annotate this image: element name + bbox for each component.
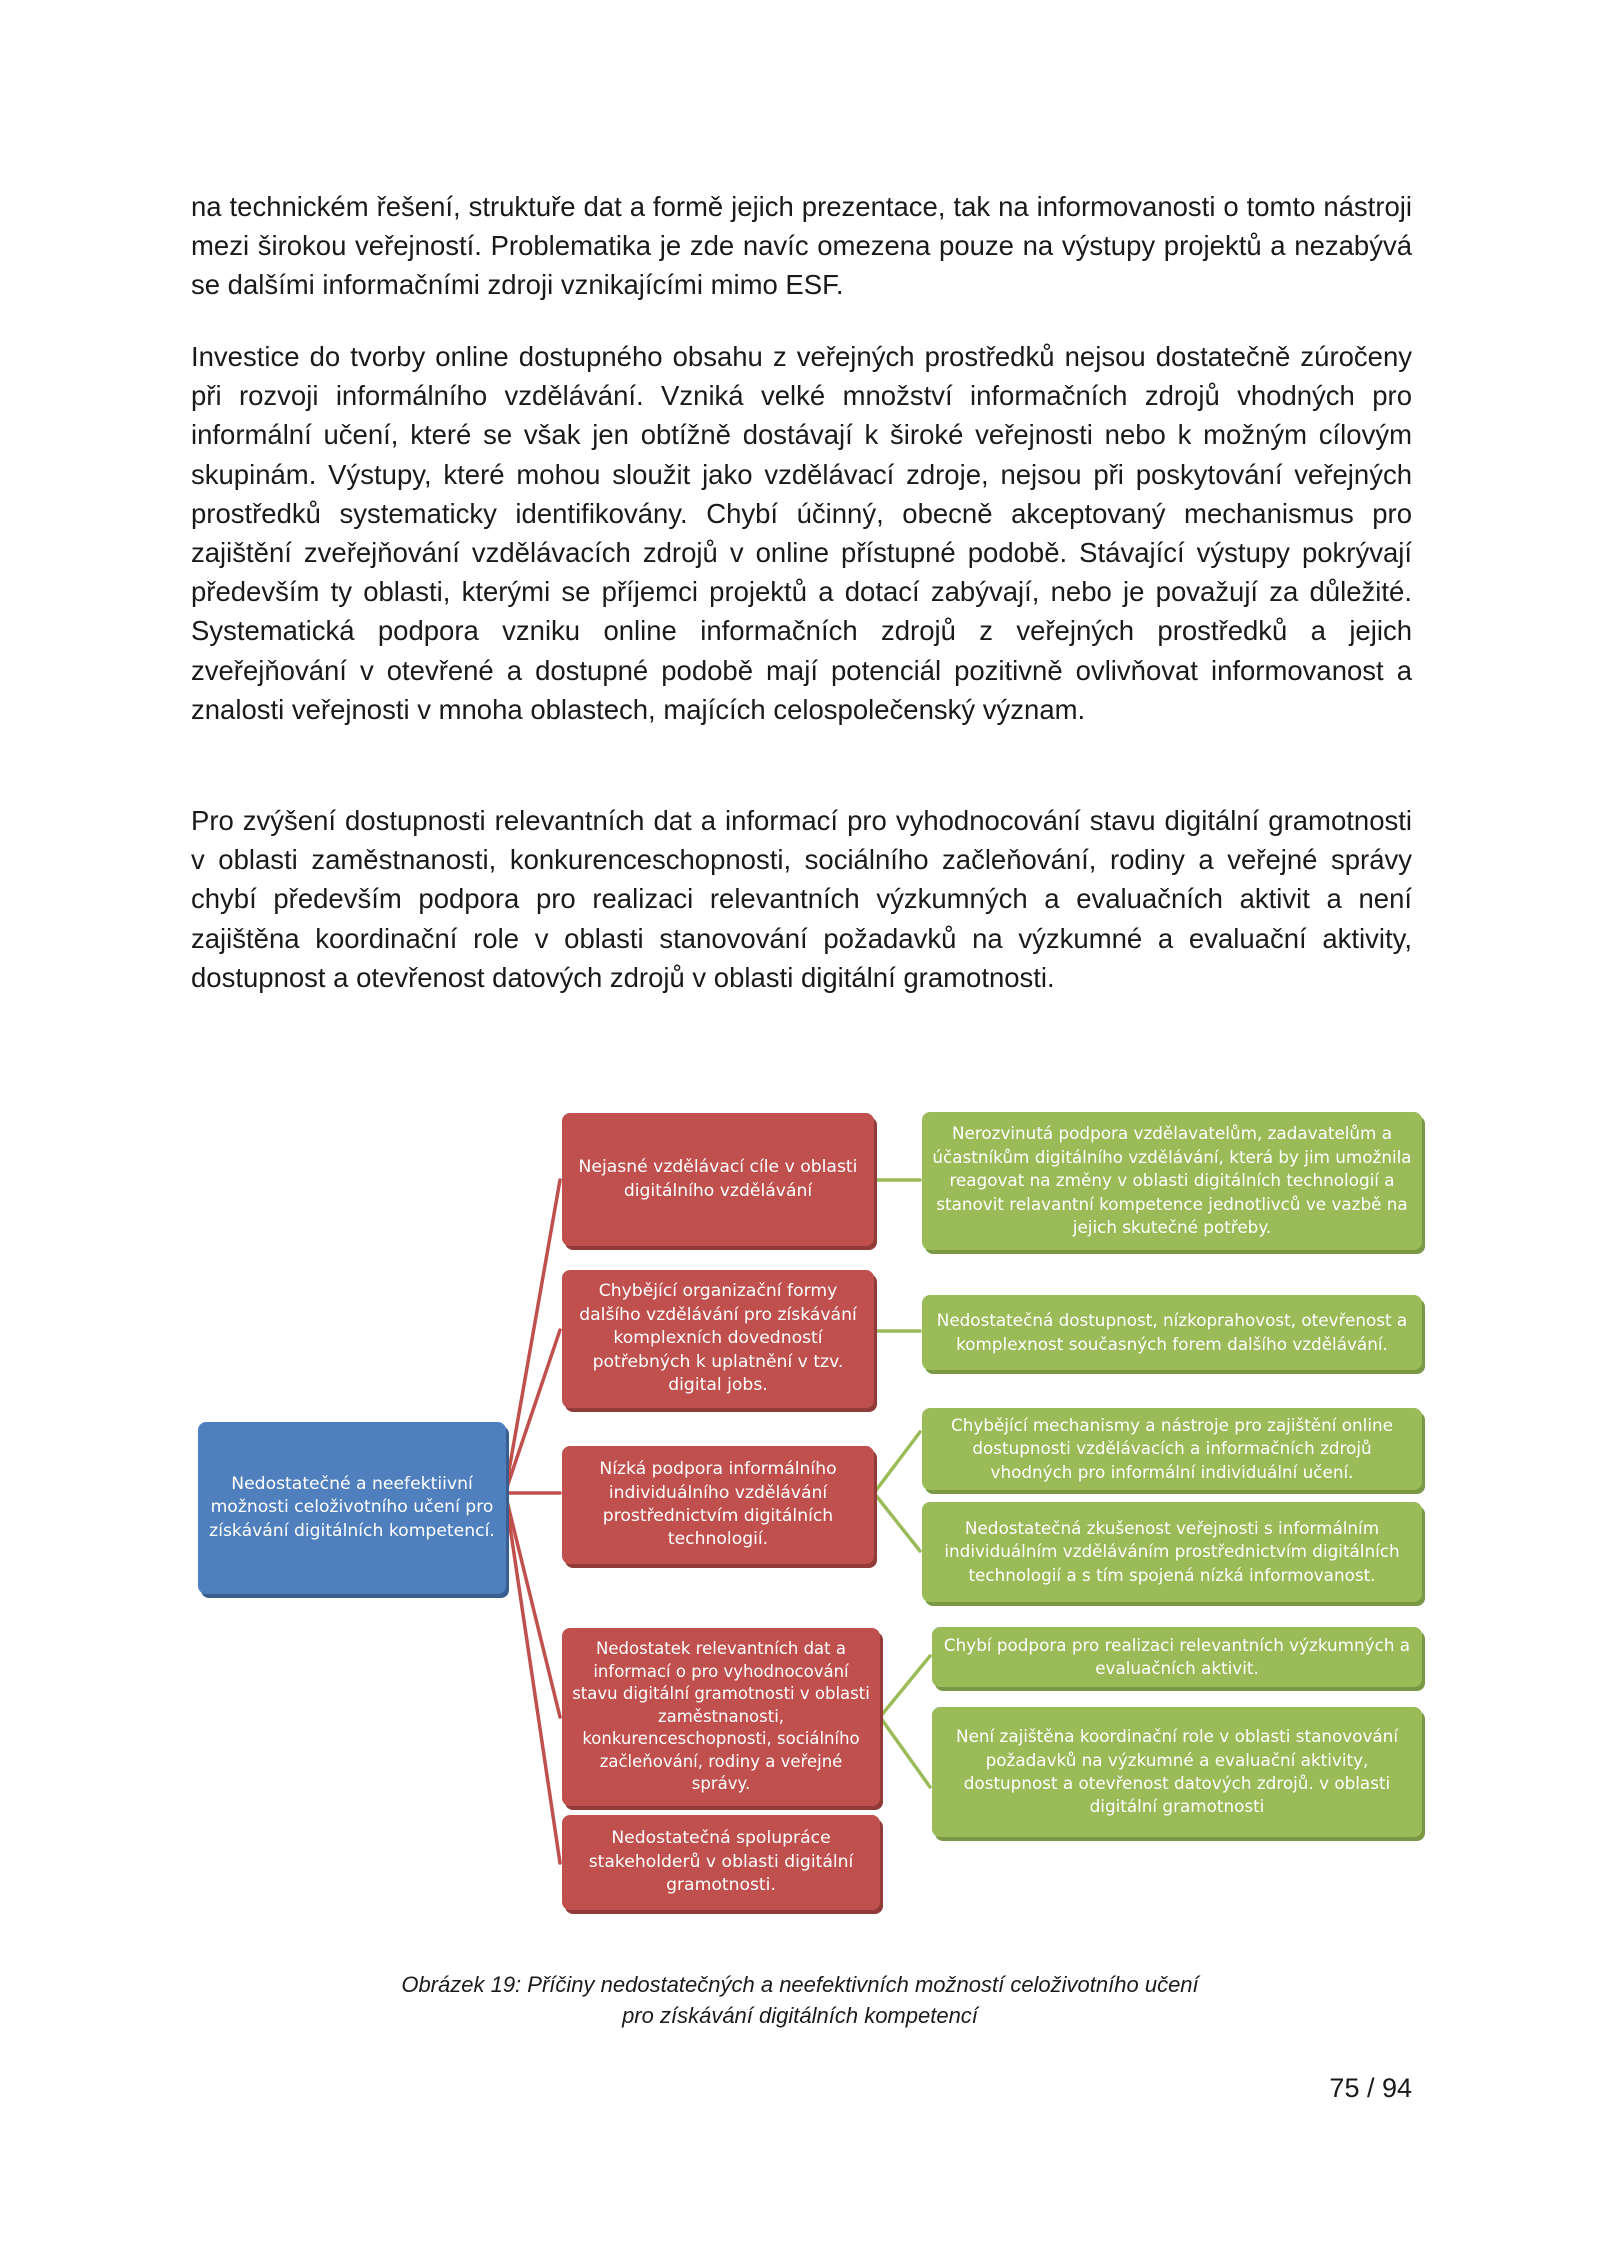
connector-cause4-sub6 (880, 1717, 930, 1787)
cause-box-2: Chybějící organizační formy dalšího vzdělávání pro získávání komplexních dovedností potřebných k uplatnění v tzv. digital jobs. (562, 1270, 874, 1408)
connector-root-cause-2 (505, 1330, 560, 1493)
subcause-box-3: Chybějící mechanismy a nástroje pro zajištění online dostupnosti vzdělávacích a informačních zdrojů vhodných pro informální individuální učení. (922, 1408, 1422, 1490)
cause-box-3: Nízká podpora informálního individuálního vzdělávání prostřednictvím digitálních technologií. (562, 1446, 874, 1564)
connector-cause4-sub5 (880, 1656, 930, 1717)
page-number: 75 / 94 (1329, 2073, 1412, 2103)
paragraph-3: Pro zvýšení dostupnosti relevantních dat a informací pro vyhodnocování stavu digitální gramotnosti v oblasti zaměstnanosti, konkurenceschopnosti, sociálního začleňování, rodiny a veřejné správy chybí především podpora pro realizaci relevantních výzkumných a evaluačních aktivit a není zajištěna koordinační role v oblasti stanovování požadavků na výzkumné a evaluační aktivity, dostupnost a otevřenost datových zdrojů v oblasti digitální gramotnosti. (191, 805, 1412, 993)
subcause-box-1: Nerozvinutá podpora vzdělavatelům, zadavatelům a účastníkům digitálního vzdělávání, která by jim umožnila reagovat na změny v oblasti digitálních technologií a stanovit relavantní kompetence jednotlivců ve vazbě na jejich skutečné potřeby. (922, 1112, 1422, 1250)
subcause-box-2: Nedostatečná dostupnost, nízkoprahovost, otevřenost a komplexnost současných forem dalšího vzdělávání. (922, 1295, 1422, 1370)
cause-box-1: Nejasné vzdělávací cíle v oblasti digitálního vzdělávání (562, 1113, 874, 1246)
connector-cause3-sub3 (874, 1432, 920, 1493)
root-problem-box: Nedostatečné a neefektiivní možnosti celoživotního učení pro získávání digitálních kompetencí. (198, 1422, 506, 1594)
figure-caption-line-2: pro získávání digitálních kompetencí (622, 2003, 978, 2028)
connector-root-cause-1 (505, 1180, 560, 1493)
connector-root-cause-5 (505, 1493, 560, 1863)
subcause-box-4: Nedostatečná zkušenost veřejnosti s informálním individuálním vzděláváním prostřednictvím digitálních technologií a s tím spojená nízká informovanost. (922, 1502, 1422, 1602)
connector-root-cause-4 (505, 1493, 560, 1717)
cause-box-5: Nedostatečná spolupráce stakeholderů v oblasti digitální gramotnosti. (562, 1815, 880, 1910)
subcause-box-5: Chybí podpora pro realizaci relevantních výzkumných a evaluačních aktivit. (932, 1627, 1422, 1687)
figure-caption (300, 1969, 1300, 2031)
figure-caption-line-1: Obrázek 19: Příčiny nedostatečných a neefektivních možností celoživotního učení (401, 1972, 1199, 1997)
paragraph-2: Investice do tvorby online dostupného obsahu z veřejných prostředků nejsou dostatečně zúročeny při rozvoji informálního vzdělávání. Vzniká velké množství informačních zdrojů vhodných pro informální učení, které se však jen obtížně dostávají k široké veřejnosti nebo k možným cílovým skupinám. Výstupy, které mohou sloužit jako vzdělávací zdroje, nejsou při poskytování veřejných prostředků systematicky identifikovány. Chybí účinný, obecně akceptovaný mechanismus pro zajištění zveřejňování vzdělávacích zdrojů v online přístupné podobě. Stávající výstupy pokrývají především ty oblasti, kterými se příjemci projektů a dotací zabývají, nebo je považují za důležité. Systematická podpora vzniku online informačních zdrojů z veřejných prostředků a jejich zveřejňování v otevřené a dostupné podobě mají potenciál pozitivně ovlivňovat informovanost a znalosti veřejnosti v mnoha oblastech, majících celospolečenský význam. (191, 341, 1412, 725)
cause-box-4: Nedostatek relevantních dat a informací o pro vyhodnocování stavu digitální gramotnosti v oblasti zaměstnanosti, konkurenceschopnosti, sociálního začleňování, rodiny a veřejné správy. (562, 1628, 880, 1806)
paragraph-1: na technickém řešení, struktuře dat a formě jejich prezentace, tak na informovanosti o tomto nástroji mezi širokou veřejností. Problematika je zde navíc omezena pouze na výstupy projektů a nezabývá se dalšími informačními zdroji vznikajícími mimo ESF. (191, 191, 1412, 301)
subcause-box-6: Není zajištěna koordinační role v oblasti stanovování požadavků na výzkumné a evaluační aktivity, dostupnost a otevřenost datových zdrojů. v oblasti digitální gramotnosti (932, 1707, 1422, 1837)
connector-cause3-sub4 (874, 1493, 920, 1551)
